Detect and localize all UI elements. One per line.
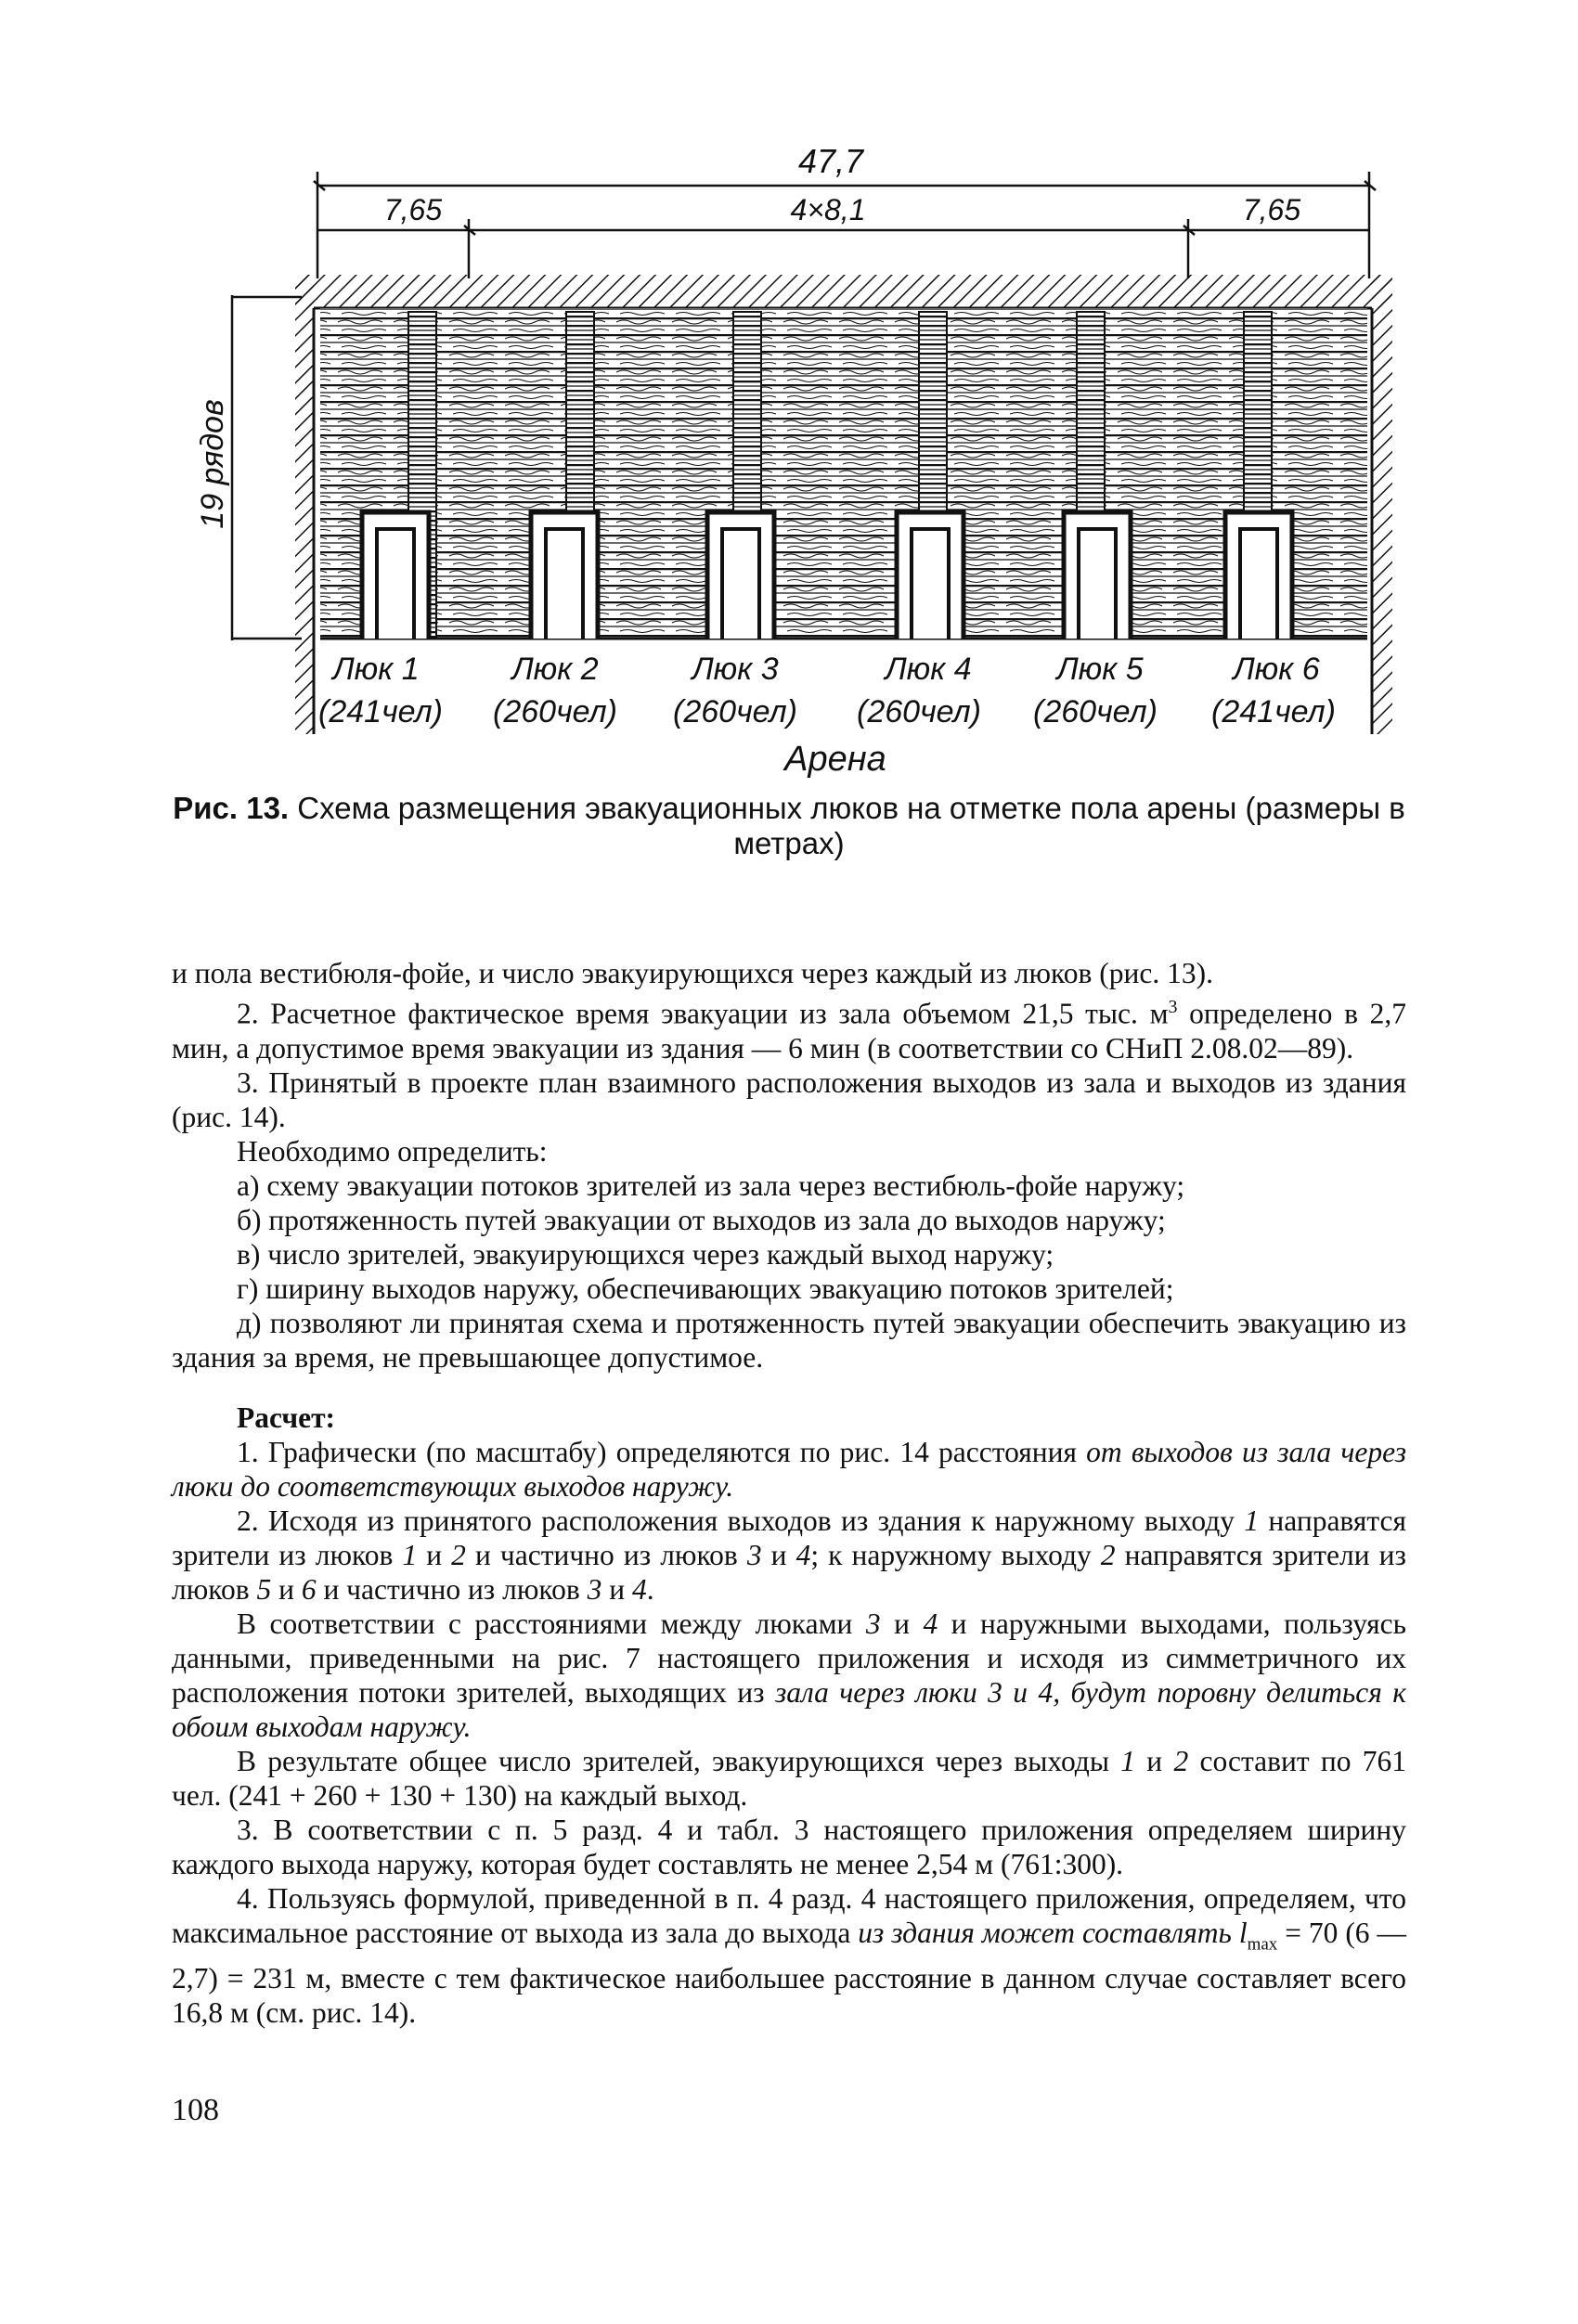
dim-left-label: 7,65 [383,193,443,226]
hatch-2-name: Люк 2 [511,652,599,687]
paragraph-2: 2. Расчетное фактическое время эвакуации из зала объемом 21,5 тыс. $м^3$ определено в 2,7 мин, а допустимое время эвакуации из здания — 6 мин (в соответствии со СНиП 2.08.02—89). [172,997,1406,1065]
list-item-a: а) схему эвакуации потоков зрителей из зала через вестибюль-фойе наружу; [237,1168,1185,1202]
hatch-labels [318,652,1336,729]
section-heading: Расчет: [237,1401,336,1434]
dim-total-label: 47,7 [797,142,864,180]
caption-label: Рис. 13. [173,791,290,825]
hatch-4-people: (260чел) [857,694,981,729]
list-item-c: в) число зрителей, эвакуирующихся через каждый выход наружу; [237,1237,1054,1271]
calc-step-1: 1. Графически (по масштабу) определяются по рис. 14 расстояния от выходов из зала через люки до соответствующих выходов наружу. [172,1435,1406,1503]
hatch-4-opening [897,512,964,639]
hatch-3-people: (260чел) [673,694,797,729]
page-number: 108 [172,2093,219,2127]
hatch-4-name: Люк 4 [885,652,972,687]
body-text [172,956,1406,2030]
calc-step-3: 3. В соответствии с п. 5 разд. 4 и табл. 3 настоящего приложения определяем ширину каждого выхода наружу, которая будет составлять не менее 2,54 м (761:300). [172,1813,1406,1880]
hatch-3-name: Люк 3 [692,652,779,687]
calc-step-4: 4. Пользуясь формулой, приведенной в п. 4 разд. 4 настоящего приложения, определяем, что максимальное расстояние от выхода из зала до выхода из здания может составлять $l_{max} = 70$ (6 — 2,7) = 231 м, вместе с тем фактическое наибольшее расстояние в данном случае составляет всего 16,8 м (см. рис. 14). [172,1881,1406,2029]
hatch-1-name: Люк 1 [332,652,420,687]
hatch-5-opening [1064,512,1131,639]
rows-count-label: 19 рядов [195,399,230,529]
list-item-d: г) ширину выходов наружу, обеспечивающих эвакуацию потоков зрителей; [237,1272,1174,1305]
paragraph-4: Необходимо определить: [237,1134,548,1168]
hatch-5-people: (260чел) [1033,694,1158,729]
caption-text: Схема размещения эвакуационных люков на отметке пола арены (размеры в метрах) [297,791,1405,860]
dim-middle-label: 4×8,1 [790,193,866,226]
hatch-1-people: (241чел) [318,694,443,729]
hatch-6-name: Люк 6 [1233,652,1320,687]
hatch-5-name: Люк 5 [1056,652,1144,687]
paragraph-1: и пола вестибюля-фойе, и число эвакуирующихся через каждый из люков (рис. 13). [172,957,1213,989]
calc-step-2-cont: В соответствии с расстояниями между люками 3 и 4 и наружными выходами, пользуясь данными, приведенными на рис. 7 настоящего приложения и исходя из симметричного их расположения потоки зрителей, выходящих из зала через люки 3 и 4, будут поровну делиться к обоим выходам наружу. [172,1607,1407,1743]
list-item-e: д) позволяют ли принятая схема и протяженность путей эвакуации обеспечить эвакуацию из здания за время, не превышающее допустимое. [172,1306,1406,1374]
hatch-1-opening [362,512,429,639]
seating-area [320,308,1367,639]
hatch-layout-figure [0,0,1578,789]
hatch-3-opening [707,512,774,639]
figure-caption [158,791,1420,861]
hatch-6-people: (241чел) [1211,694,1336,729]
hatch-2-opening [531,512,598,639]
hatch-6-opening [1225,512,1292,639]
calc-step-2: 2. Исходя из принятого расположения выходов из здания к наружному выходу 1 направятся зрители из люков 1 и 2 и частично из люков 3 и 4; к наружному выходу 2 направятся зрители из люков 5 и 6 и частично из люков 3 и 4. [172,1504,1406,1606]
dim-right-label: 7,65 [1242,193,1301,226]
hatch-2-people: (260чел) [493,694,617,729]
list-item-b: б) протяженность путей эвакуации от выходов из зала до выходов наружу; [237,1203,1166,1236]
arena-label: Арена [784,740,886,779]
paragraph-3: 3. Принятый в проекте план взаимного расположения выходов из зала и выходов из здания (рис. 14). [172,1065,1406,1133]
calc-step-2-result: В результате общее число зрителей, эвакуирующихся через выходы 1 и 2 составит по 761 чел. (241 + 260 + 130 + 130) на каждый выход. [172,1744,1407,1812]
